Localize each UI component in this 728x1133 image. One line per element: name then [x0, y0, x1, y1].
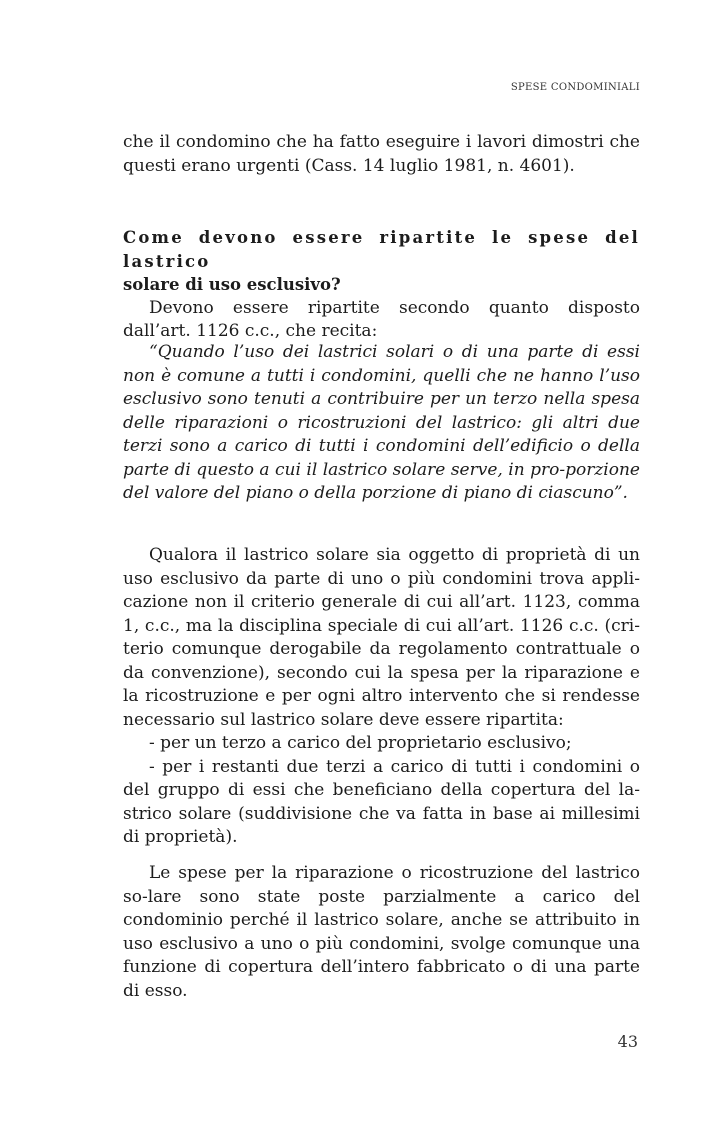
- intro-text: che il condomino che ha fatto eseguire i lavori dimostri che questi erano urgenti (Cass. 14 luglio 1981, n. 4601).: [123, 132, 640, 176]
- question-answer: Devono essere ripartite secondo quanto disposto dall’art. 1126 c.c., che recita:: [123, 297, 640, 341]
- page-number: 43: [617, 1032, 638, 1051]
- conclusion-text: Le spese per la riparazione o ricostruzione del lastrico so-lare sono state poste parzialmente a carico del condominio perché il lastrico solare, anche se attribuito in uso esclusivo a uno o più condomini, svolge comunque una funzione di copertura dell’intero fabbricato o di una parte di esso.: [123, 863, 640, 1001]
- running-header: SPESE CONDOMINIALI: [510, 82, 640, 93]
- list-item: - per i restanti due terzi a carico di tutti i condomini o del gruppo di essi che beneficiano della copertura del la-strico solare (suddivisione che va fatta in base ai millesimi di proprietà).: [123, 756, 640, 847]
- question-section: [123, 226, 640, 344]
- quote-text: “Quando l’uso dei lastrici solari o di una parte di essi non è comune a tutti i condomini, quelli che ne hanno l’uso esclusivo sono tenuti a contribuire per un terzo nella spesa delle riparazioni o ricostruzioni del lastrico: gli altri due terzi sono a carico di tutti i condomini dell’edificio o della parte di questo a cui il lastrico solare serve, in pro-porzione del valore del piano o della porzione di piano di ciascuno”.: [123, 342, 640, 503]
- intro-paragraph: [123, 131, 640, 178]
- conclusion-paragraph: [123, 862, 640, 1003]
- article-quote: [123, 341, 640, 506]
- explanation-paragraph: [123, 544, 640, 850]
- list-item: - per un terzo a carico del proprietario esclusivo;: [149, 733, 572, 753]
- question-heading: [123, 226, 640, 297]
- question-heading-line2: solare di uso esclusivo?: [123, 275, 341, 294]
- question-heading-line1: Come devono essere ripartite le spese del lastrico: [123, 228, 640, 271]
- explanation-body: Qualora il lastrico solare sia oggetto di proprietà di un uso esclusivo da parte di uno o più condomini trova appli-cazione non il criterio generale di cui all’art. 1123, comma 1, c.c., ma la disciplina speciale di cui all’art. 1126 c.c. (cri-terio comunque derogabile da regolamento contrattuale o da convenzione), secondo cui la spesa per la riparazione e la ricostruzione e per ogni altro intervento che si rendesse necessario sul lastrico solare deve essere ripartita:: [123, 545, 640, 730]
